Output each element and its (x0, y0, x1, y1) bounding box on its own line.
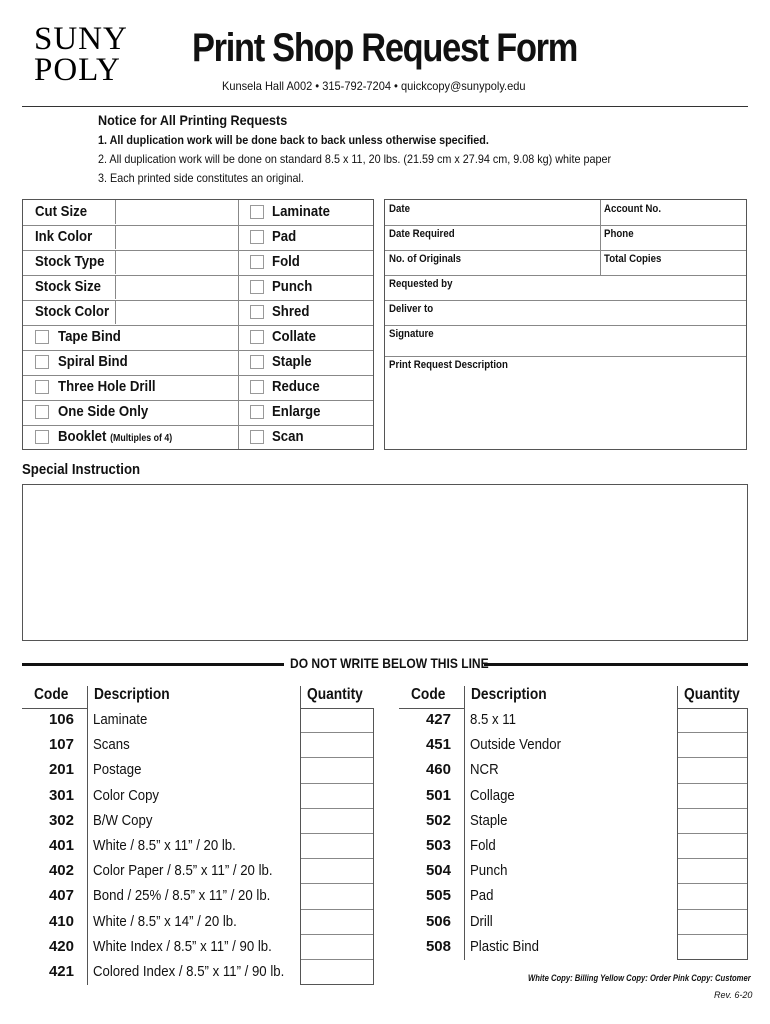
divider-line-left (22, 663, 284, 666)
description-field[interactable] (385, 356, 746, 449)
options-grid (22, 199, 374, 450)
code-header: Code (34, 686, 69, 703)
checkbox-label (58, 403, 148, 420)
description-cell: Colored Index / 8.5” x 11” / 90 lb. (93, 963, 285, 980)
checkbox-label-text: Three Hole Drill (58, 378, 156, 395)
checkbox[interactable] (250, 205, 264, 219)
date-required-label: Date Required (389, 228, 455, 240)
checkbox-label: Reduce (272, 378, 320, 395)
checkbox[interactable] (250, 255, 264, 269)
column-divider (677, 686, 678, 708)
option-field-label: Stock Size (35, 278, 102, 295)
code-cell: 502 (425, 811, 451, 829)
phone-label: Phone (604, 228, 634, 240)
option-row (23, 325, 373, 351)
description-cell: White Index / 8.5” x 11” / 90 lb. (93, 937, 272, 955)
quantity-input[interactable] (301, 859, 373, 884)
checkbox-label: Shred (272, 303, 310, 320)
checkbox-label: Enlarge (272, 403, 321, 420)
quantity-input[interactable] (678, 884, 747, 909)
info-row (385, 300, 746, 326)
code-cell: 407 (48, 887, 74, 905)
quantity-input[interactable] (301, 708, 373, 733)
description-cell: Pad (470, 887, 494, 905)
option-field-input[interactable] (115, 200, 238, 224)
checkbox-label: Scan (272, 428, 304, 445)
quantity-header: Quantity (307, 686, 363, 703)
description-cell: Scans (93, 736, 130, 754)
special-instruction-label: Special Instruction (22, 461, 141, 478)
column-divider (87, 686, 88, 985)
column-divider (300, 686, 301, 708)
quantity-input[interactable] (678, 910, 747, 935)
page-title: Print Shop Request Form (192, 26, 578, 70)
checkbox[interactable] (35, 405, 49, 419)
description-cell: Plastic Bind (470, 937, 539, 955)
checkbox-label: Punch (272, 278, 313, 295)
option-row (23, 350, 373, 376)
date-label: Date (389, 203, 410, 215)
do-not-write-label: DO NOT WRITE BELOW THIS LINE (290, 655, 489, 671)
description-header: Description (94, 686, 170, 703)
code-cell: 460 (425, 761, 451, 779)
special-instruction-field[interactable] (22, 484, 748, 641)
description-cell: Staple (470, 811, 508, 829)
logo-line-2: POLY (34, 52, 121, 88)
codes-table-left (22, 686, 374, 986)
option-row (23, 200, 373, 226)
copy-distribution-note: White Copy: Billing Yellow Copy: Order Pink Copy: Customer (528, 973, 751, 983)
option-row (23, 225, 373, 251)
quantity-input[interactable] (678, 834, 747, 859)
booklet-note: (Multiples of 4) (110, 433, 173, 444)
description-cell: Color Paper / 8.5” x 11” / 20 lb. (93, 862, 273, 880)
quantity-input[interactable] (678, 708, 747, 733)
description-cell: White / 8.5” x 14” / 20 lb. (93, 912, 237, 930)
code-cell: 302 (48, 811, 74, 829)
logo-line-1: SUNY (34, 21, 128, 57)
checkbox[interactable] (250, 230, 264, 244)
description-cell: Color Copy (93, 786, 160, 804)
checkbox[interactable] (250, 330, 264, 344)
revision-label: Rev. 6-20 (714, 990, 753, 1000)
checkbox[interactable] (250, 305, 264, 319)
option-row (23, 375, 373, 401)
info-divider (600, 250, 601, 275)
quantity-input[interactable] (678, 733, 747, 758)
description-cell: Punch (470, 862, 508, 880)
checkbox-label: Staple (272, 353, 312, 370)
signature-label: Signature (389, 328, 434, 340)
header-rule (22, 106, 748, 107)
checkbox[interactable] (250, 430, 264, 444)
code-cell: 106 (48, 711, 74, 728)
description-cell: White / 8.5” x 11” / 20 lb. (93, 837, 236, 854)
code-cell: 503 (425, 837, 451, 854)
checkbox-label: Collate (272, 328, 317, 345)
info-row (385, 225, 746, 251)
checkbox[interactable] (250, 405, 264, 419)
divider-line-right (484, 663, 748, 666)
checkbox-label: Laminate (272, 203, 330, 220)
option-row (23, 275, 373, 301)
requested-by-label: Requested by (389, 278, 453, 290)
description-cell: Postage (93, 761, 142, 779)
quantity-input[interactable] (301, 935, 373, 960)
codes-table-right (399, 686, 748, 986)
quantity-input[interactable] (301, 834, 373, 859)
deliver-to-label: Deliver to (389, 303, 434, 315)
quantity-input[interactable] (301, 758, 373, 783)
code-cell: 508 (425, 937, 451, 955)
code-cell: 506 (425, 912, 451, 930)
quantity-input[interactable] (301, 733, 373, 758)
code-cell: 201 (48, 761, 74, 779)
option-row (23, 425, 373, 450)
checkbox-label-text: Tape Bind (58, 328, 121, 345)
request-info-grid (384, 199, 747, 450)
code-cell: 427 (425, 711, 451, 728)
notice-item: 2. All duplication work will be done on standard 8.5 x 11, 20 lbs. (21.59 cm x 27.94 cm, 9.08 kg) white paper (98, 152, 612, 166)
description-cell: Laminate (93, 711, 148, 728)
checkbox-label (58, 378, 156, 395)
checkbox-label (58, 428, 172, 445)
quantity-input[interactable] (678, 859, 747, 884)
checkbox[interactable] (35, 430, 49, 444)
code-cell: 401 (48, 837, 74, 854)
description-label: Print Request Description (389, 359, 508, 371)
description-cell: Outside Vendor (470, 736, 561, 754)
option-field-input[interactable] (115, 225, 238, 249)
quantity-input[interactable] (678, 758, 747, 783)
quantity-input[interactable] (678, 935, 747, 959)
description-cell: Bond / 25% / 8.5” x 11” / 20 lb. (93, 887, 271, 905)
option-field-input[interactable] (115, 300, 238, 324)
checkbox-label (58, 353, 128, 370)
info-row (385, 200, 746, 226)
option-row (23, 250, 373, 276)
info-row (385, 250, 746, 276)
notice-title: Notice for All Printing Requests (98, 112, 288, 128)
notice-item: 1. All duplication work will be done back to back unless otherwise specified. (98, 133, 489, 147)
checkbox-label: Fold (272, 253, 300, 270)
info-row (385, 275, 746, 301)
checkbox[interactable] (35, 380, 49, 394)
quantity-header: Quantity (684, 686, 740, 703)
option-field-label: Stock Color (35, 303, 110, 320)
checkbox-label-text: Booklet (58, 428, 107, 445)
code-cell: 501 (425, 786, 451, 804)
info-divider (600, 200, 601, 225)
quantity-input[interactable] (301, 910, 373, 935)
code-cell: 402 (48, 862, 74, 880)
code-cell: 505 (425, 887, 451, 905)
checkbox-label-text: Spiral Bind (58, 353, 128, 370)
description-cell: Collage (470, 786, 515, 804)
option-row (23, 400, 373, 426)
option-field-label: Cut Size (35, 203, 88, 220)
quantity-input[interactable] (301, 809, 373, 834)
quantity-input[interactable] (301, 960, 373, 984)
quantity-input[interactable] (678, 809, 747, 834)
code-cell: 504 (425, 862, 451, 880)
info-row (385, 325, 746, 357)
code-cell: 410 (48, 912, 74, 930)
option-field-label: Ink Color (35, 228, 93, 245)
checkbox[interactable] (250, 355, 264, 369)
checkbox[interactable] (250, 280, 264, 294)
checkbox[interactable] (35, 355, 49, 369)
code-cell: 107 (48, 736, 74, 754)
option-field-input[interactable] (115, 275, 238, 299)
total-copies-label: Total Copies (604, 253, 662, 265)
account-label: Account No. (604, 203, 662, 215)
checkbox-label-text: One Side Only (58, 403, 149, 420)
code-cell: 420 (48, 937, 74, 955)
suny-poly-logo (34, 21, 144, 88)
option-row (23, 300, 373, 326)
option-field-input[interactable] (115, 250, 238, 274)
checkbox-label: Pad (272, 228, 297, 245)
code-cell: 451 (425, 736, 451, 754)
quantity-input[interactable] (301, 784, 373, 809)
column-divider (464, 686, 465, 960)
code-cell: 301 (48, 786, 74, 804)
option-field-label: Stock Type (35, 253, 105, 270)
code-header: Code (411, 686, 446, 703)
notice-item: 3. Each printed side constitutes an original. (98, 171, 304, 185)
description-header: Description (471, 686, 547, 703)
description-cell: 8.5 x 11 (470, 711, 516, 728)
checkbox[interactable] (250, 380, 264, 394)
quantity-input[interactable] (678, 784, 747, 809)
header-rule (22, 708, 87, 709)
description-cell: NCR (470, 761, 499, 779)
description-cell: B/W Copy (93, 811, 153, 829)
description-cell: Drill (470, 912, 493, 930)
header-rule (399, 708, 464, 709)
quantity-input[interactable] (301, 884, 373, 909)
code-cell: 421 (48, 963, 74, 980)
checkbox[interactable] (35, 330, 49, 344)
originals-label: No. of Originals (389, 253, 462, 265)
contact-info: Kunsela Hall A002 • 315-792-7204 • quickcopy@sunypoly.edu (222, 79, 526, 93)
checkbox-label (58, 328, 121, 345)
info-divider (600, 225, 601, 250)
description-cell: Fold (470, 837, 496, 854)
